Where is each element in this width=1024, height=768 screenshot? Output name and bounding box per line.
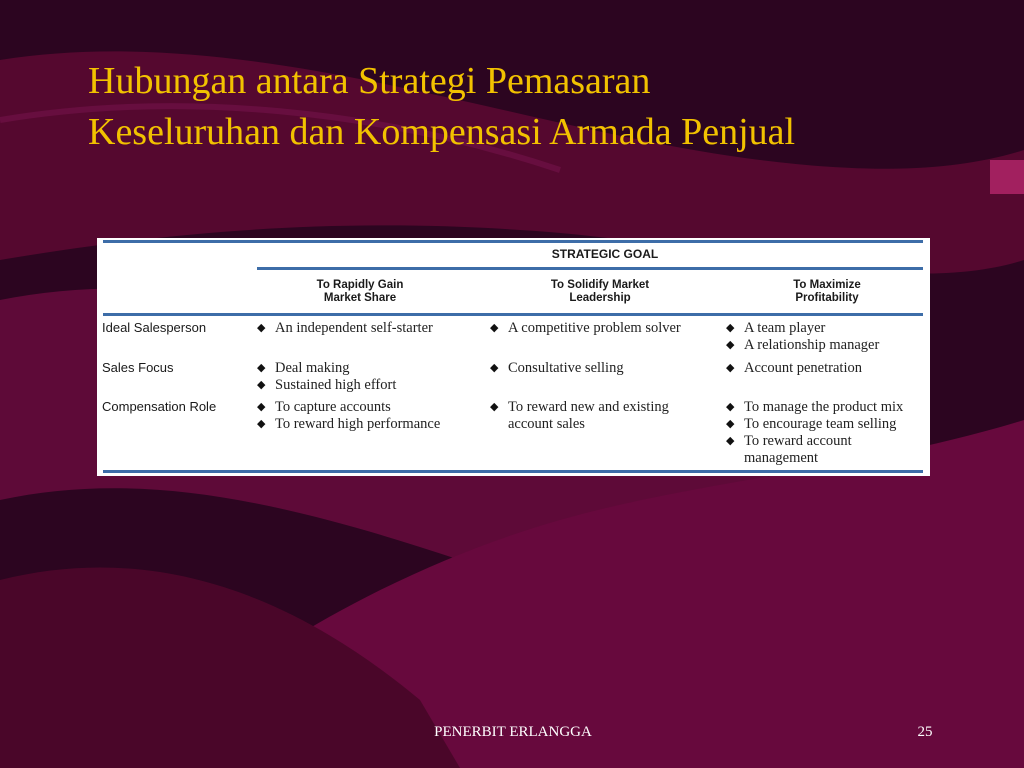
footer-publisher: PENERBIT ERLANGGA (434, 724, 592, 740)
cell-ideal-salesperson-profitability (724, 320, 930, 354)
column-header-line: To Rapidly Gain (316, 279, 404, 291)
list-item-text: To capture accounts (275, 399, 391, 415)
list-item-text: Account penetration (744, 360, 862, 376)
diamond-bullet-icon: ◆ (726, 362, 735, 374)
page-number: 25 (917, 724, 933, 740)
list-item (724, 360, 930, 377)
column-header-market-leadership (500, 279, 700, 305)
strategy-compensation-table (97, 238, 930, 476)
diamond-bullet-icon: ◆ (726, 322, 735, 334)
column-header-line: Market Share (323, 292, 397, 304)
cell-compensation-role-profitability (724, 399, 924, 467)
strategic-goal-header: STRATEGIC GOAL (551, 247, 659, 261)
list-item-text: Consultative selling (508, 360, 624, 376)
diamond-bullet-icon: ◆ (257, 401, 266, 413)
list-item-text: An independent self-starter (275, 320, 433, 336)
list-item-text: To manage the product mix (744, 399, 904, 415)
cell-sales-focus-market-share (255, 360, 485, 394)
slide-title-line-1: Hubungan antara Strategi Pemasaran (88, 60, 651, 102)
cell-sales-focus-profitability (724, 360, 930, 377)
row-label-ideal-salesperson: Ideal Salesperson (102, 320, 207, 335)
list-item (255, 416, 485, 433)
cell-ideal-salesperson-leadership (488, 320, 718, 337)
list-item (724, 433, 924, 467)
column-header-line: To Maximize (793, 279, 861, 291)
slide-title (88, 56, 988, 158)
list-item (488, 360, 718, 377)
list-item-text: Deal making (275, 360, 350, 376)
slide-title-line-2: Keseluruhan dan Kompensasi Armada Penjual (88, 111, 796, 153)
list-item (488, 320, 718, 337)
list-item (724, 399, 924, 416)
diamond-bullet-icon: ◆ (490, 362, 499, 374)
diamond-bullet-icon: ◆ (490, 401, 499, 413)
diamond-bullet-icon: ◆ (257, 418, 266, 430)
list-item-text: To encourage team selling (744, 416, 897, 432)
diamond-bullet-icon: ◆ (726, 401, 735, 413)
list-item (255, 320, 485, 337)
diamond-bullet-icon: ◆ (490, 322, 499, 334)
list-item-text: A relationship manager (744, 337, 880, 353)
cell-ideal-salesperson-market-share (255, 320, 485, 337)
list-item (488, 399, 698, 433)
list-item (724, 337, 930, 354)
list-item (255, 360, 485, 377)
diamond-bullet-icon: ◆ (257, 362, 266, 374)
table-top-rule (103, 240, 923, 243)
list-item (255, 377, 485, 394)
column-header-line: Leadership (569, 292, 631, 304)
diamond-bullet-icon: ◆ (257, 379, 266, 391)
list-item-text: Sustained high effort (275, 377, 397, 393)
list-item-text: To reward account management (744, 433, 852, 466)
table-bottom-rule (103, 470, 923, 473)
list-item (724, 416, 924, 433)
diamond-bullet-icon: ◆ (726, 418, 735, 430)
strategic-goal-rule (257, 267, 923, 270)
column-header-profitability (727, 279, 927, 305)
cell-compensation-role-market-share (255, 399, 485, 433)
column-header-market-share (260, 279, 460, 305)
list-item-text: A team player (744, 320, 826, 336)
list-item (724, 320, 930, 337)
diamond-bullet-icon: ◆ (726, 435, 735, 447)
column-header-line: To Solidify Market (550, 279, 650, 291)
column-header-line: Profitability (795, 292, 859, 304)
row-label-sales-focus: Sales Focus (102, 360, 174, 375)
cell-sales-focus-leadership (488, 360, 718, 377)
diamond-bullet-icon: ◆ (726, 339, 735, 351)
cell-compensation-role-leadership (488, 399, 698, 433)
list-item-text: A competitive problem solver (508, 320, 681, 336)
list-item (255, 399, 485, 416)
diamond-bullet-icon: ◆ (257, 322, 266, 334)
list-item-text: To reward new and existing account sales (508, 399, 669, 432)
list-item-text: To reward high performance (275, 416, 441, 432)
header-bottom-rule (103, 313, 923, 316)
row-label-compensation-role: Compensation Role (102, 399, 217, 414)
